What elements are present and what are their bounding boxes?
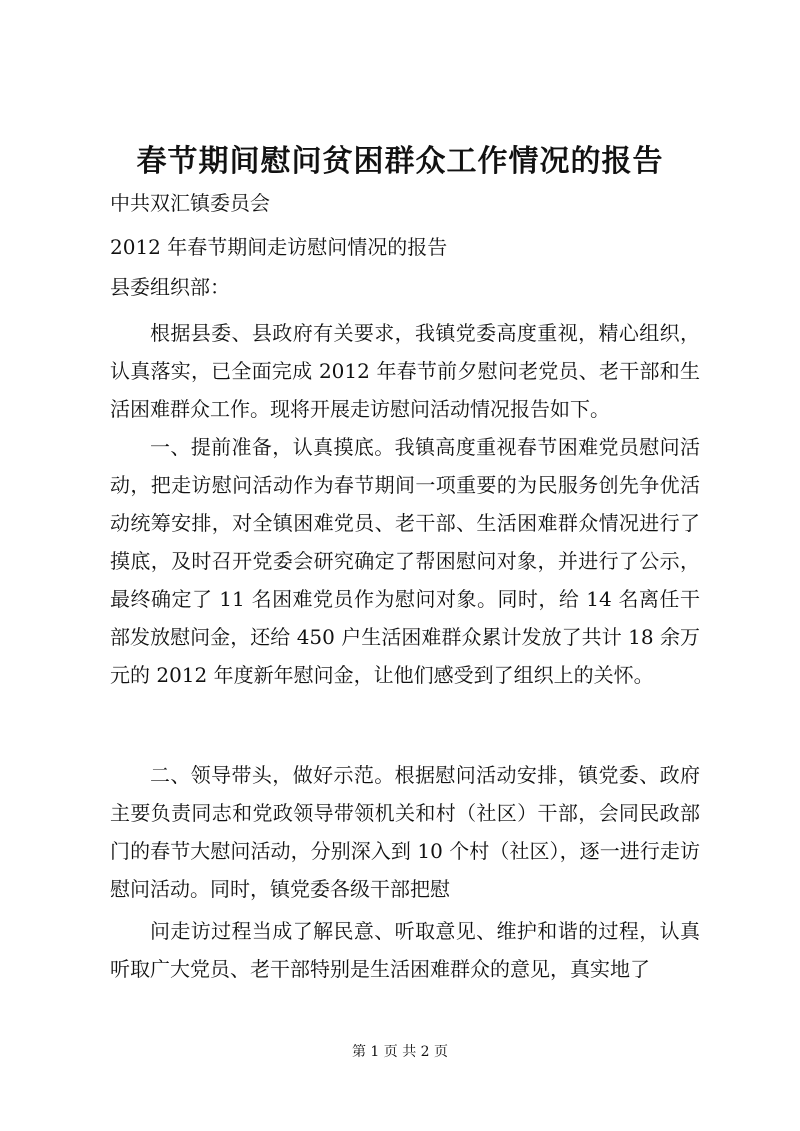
paragraph-intro: 根据县委、县政府有关要求，我镇党委高度重视，精心组织，认真落实，已全面完成 2012 年春节前夕慰问老党员、老干部和生活困难群众工作。现将开展走访慰问活动情况报告如下。: [110, 321, 700, 421]
organization-line: 中共双汇镇委员会: [110, 191, 270, 215]
paragraph-continuation: 问走访过程当成了解民意、听取意见、维护和谐的过程，认真听取广大党员、老干部特别是生活困难群众的意见，真实地了: [110, 919, 700, 981]
document-title: 春节期间慰问贫困群众工作情况的报告: [136, 144, 664, 179]
page-number-footer: 第 1 页 共 2 页: [351, 1044, 449, 1060]
paragraph-section-one: 一、提前准备，认真摸底。我镇高度重视春节困难党员慰问活动，把走访慰问活动作为春节期间一项重要的为民服务创先争优活动统筹安排，对全镇困难党员、老干部、生活困难群众情况进行了摸底，及时召开党委会研究确定了帮困慰问对象，并进行了公示，最终确定了 11 名困难党员作为慰问对象。同时，给 14 名离任干部发放慰问金，还给 450 户生活困难群众累计发放了共计 18 余万元的 2012 年度新年慰问金，让他们感受到了组织上的关怀。: [110, 435, 700, 687]
addressee: 县委组织部：: [110, 275, 230, 299]
report-subtitle: 2012 年春节期间走访慰问情况的报告: [110, 235, 448, 259]
paragraph-section-two: 二、领导带头，做好示范。根据慰问活动安排，镇党委、政府主要负责同志和党政领导带领机关和村（社区）干部，会同民政部门的春节大慰问活动，分别深入到 10 个村（社区），逐一进行走访慰问活动。同时，镇党委各级干部把慰: [110, 763, 700, 901]
